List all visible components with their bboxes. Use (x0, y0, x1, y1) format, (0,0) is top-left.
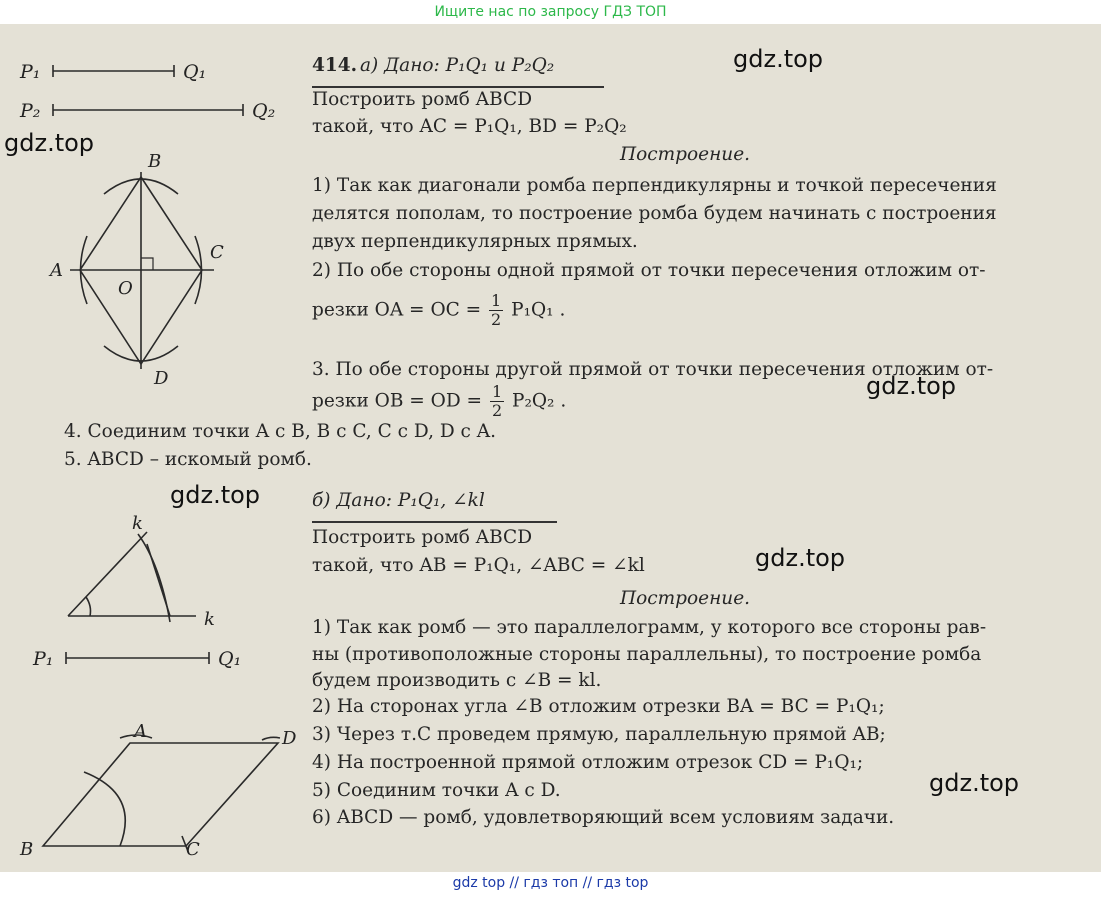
segment-b-p1q1 (32, 648, 241, 670)
fraction-num-2: 1 (491, 382, 503, 401)
fraction-den-2: 2 (491, 401, 503, 420)
watermark-5: gdz.top (755, 544, 846, 572)
part-b-step-2: 2) На сторонах угла ∠B отложим отрезки BA = BC = P₁Q₁; (312, 696, 885, 717)
part-b-step-3: 3) Через т.C проведем прямую, параллельную прямой AB; (312, 724, 886, 745)
watermark-1: gdz.top (733, 45, 824, 73)
step-2b-suffix: P₁Q₁ . (511, 299, 566, 321)
rhombus-a-label-D: D (154, 368, 169, 389)
rhombus-a-label-B: B (148, 151, 162, 172)
fraction-num-1: 1 (491, 291, 502, 310)
label-p2: P₂ (20, 100, 41, 122)
step-3b-prefix: резки OB = OD = (312, 390, 483, 412)
rhombus-a-label-C: C (210, 242, 224, 263)
rhombus-a-label-A: A (50, 260, 63, 281)
part-a-step-1a: 1) Так как диагонали ромба перпендикулярны и точкой пересечения (312, 175, 997, 196)
part-a-step-1c: двух перпендикулярных прямых. (312, 231, 638, 252)
fraction-den-1: 2 (491, 310, 502, 329)
watermark-4: gdz.top (170, 481, 261, 509)
part-a-step-5: 5. ABCD – искомый ромб. (64, 449, 312, 470)
part-b-given-rule (312, 521, 557, 523)
part-b-step-1b: ны (противоположные стороны параллельны), то построение ромба (312, 644, 982, 665)
rhombus-a-label-O: O (118, 278, 133, 299)
top-banner[interactable]: Ищите нас по запросу ГДЗ ТОП (434, 4, 667, 20)
part-b-given-label: б) Дано: (312, 490, 393, 511)
rhombus-b-figure (19, 721, 297, 860)
bottom-banner[interactable]: gdz top // гдз топ // гдз top (0, 872, 1101, 897)
angle-label-k-right: k (204, 609, 215, 630)
part-a-task-line1: Построить ромб ABCD (312, 89, 533, 110)
part-b-step-5: 5) Соединим точки A с D. (312, 780, 561, 801)
watermark-6: gdz.top (929, 769, 1020, 797)
watermark-3: gdz.top (866, 372, 957, 400)
part-b-step-6: 6) ABCD — ромб, удовлетворяющий всем условиям задачи. (312, 807, 895, 828)
part-a-step-4: 4. Соединим точки A с B, B с C, C с D, D с A. (64, 421, 497, 442)
part-b-step-1a: 1) Так как ромб — это параллелограмм, у которого все стороны рав- (312, 617, 987, 638)
part-b-task-line1: Построить ромб ABCD (312, 527, 533, 548)
angle-kl-figure (68, 513, 215, 630)
part-a-task-line2: такой, что AC = P₁Q₁, BD = P₂Q₂ (312, 116, 627, 137)
rhombus-b-label-D: D (282, 728, 297, 749)
part-a-given-value: P₁Q₁ и P₂Q₂ (445, 55, 555, 76)
segment-p1q1 (19, 61, 206, 83)
part-a-given (360, 54, 554, 78)
part-a-step-2b (312, 292, 565, 329)
step-2b-prefix: резки OA = OC = (312, 299, 482, 321)
fraction-half-1 (489, 292, 503, 329)
part-a-given-label: а) Дано: (360, 55, 440, 76)
rhombus-b-label-A: A (134, 721, 147, 742)
part-a-step-3b (312, 383, 566, 420)
part-b-given (312, 489, 485, 513)
rhombus-b-label-B: B (20, 839, 34, 860)
angle-label-k-top: k (132, 513, 143, 534)
part-b-construction-heading: Построение. (620, 588, 751, 609)
label-q1: Q₁ (183, 61, 207, 83)
problem-number: 414. (312, 55, 358, 76)
label-b-q1: Q₁ (218, 648, 242, 670)
rhombus-a-figure (48, 151, 224, 389)
part-b-step-4: 4) На построенной прямой отложим отрезок CD = P₁Q₁; (312, 752, 864, 773)
part-a-step-2a: 2) По обе стороны одной прямой от точки пересечения отложим от- (312, 260, 986, 281)
label-p1: P₁ (20, 61, 41, 83)
textbook-page (0, 24, 1101, 872)
segment-p2q2 (19, 100, 275, 122)
part-b-given-value: P₁Q₁, ∠kl (397, 490, 485, 511)
label-b-p1: P₁ (33, 648, 54, 670)
part-a-construction-heading: Построение. (620, 144, 751, 165)
part-a-step-3a: 3. По обе стороны другой прямой от точки пересечения отложим от- (312, 359, 994, 380)
step-3b-suffix: P₂Q₂ . (512, 390, 567, 412)
part-a-step-1b: делятся пополам, то построение ромба будем начинать с построения (312, 203, 997, 224)
fraction-half-2 (490, 383, 504, 420)
part-b-step-1c: будем производить с ∠B = kl. (312, 670, 602, 691)
label-q2: Q₂ (252, 100, 276, 122)
rhombus-b-label-C: C (186, 839, 200, 860)
watermark-2: gdz.top (4, 129, 95, 157)
part-b-task-line2: такой, что AB = P₁Q₁, ∠ABC = ∠kl (312, 555, 645, 576)
